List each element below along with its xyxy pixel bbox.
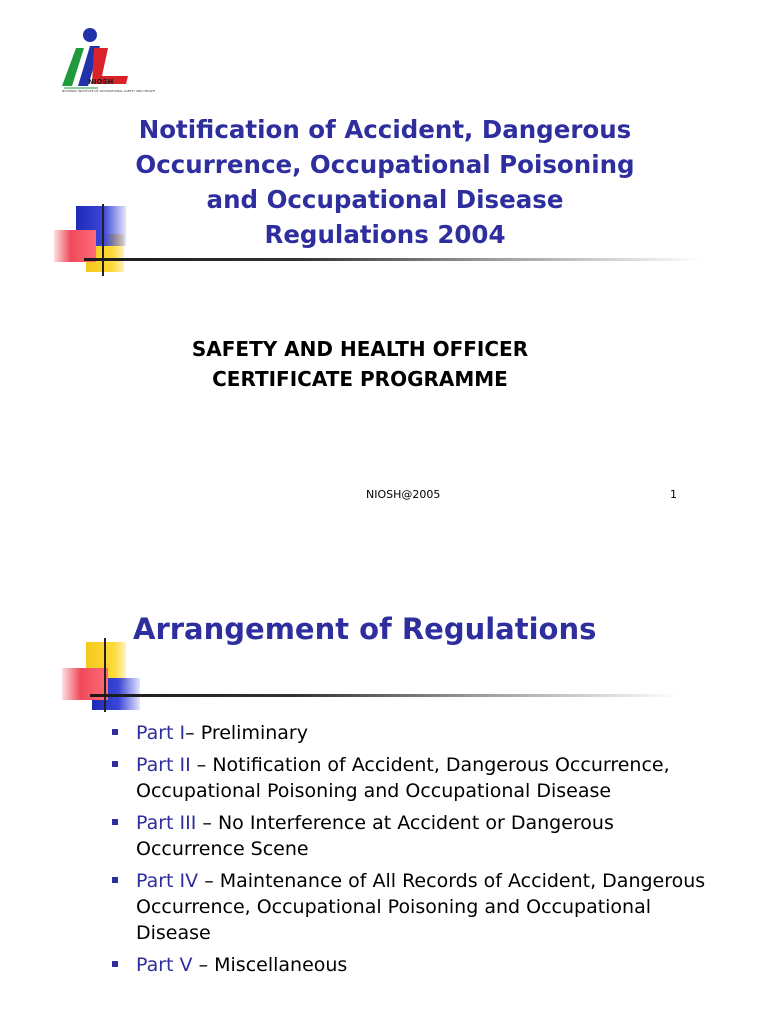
slide-title: Arrangement of Regulations	[133, 612, 597, 646]
list-item	[112, 720, 712, 746]
part-label: Part V	[136, 954, 193, 976]
vertical-rule	[104, 638, 106, 712]
part-description: – Miscellaneous	[192, 954, 348, 976]
bullet-square-icon	[112, 819, 118, 825]
part-label: Part I	[136, 722, 186, 744]
title-line: Occurrence, Occupational Poisoning	[135, 150, 635, 179]
part-label: Part II	[136, 754, 191, 776]
part-label: Part III	[136, 812, 197, 834]
logo-wordmark: NIOSH	[88, 78, 114, 86]
page-number: 1	[670, 488, 677, 501]
title-underline	[90, 694, 680, 697]
subtitle-line: CERTIFICATE PROGRAMME	[212, 367, 508, 391]
programme-subtitle	[110, 334, 610, 394]
subtitle-line: SAFETY AND HEALTH OFFICER	[191, 337, 529, 361]
vertical-rule	[102, 204, 104, 276]
list-item	[112, 810, 712, 862]
niosh-logo	[58, 26, 156, 96]
footer-copyright: NIOSH@2005	[366, 488, 441, 501]
title-line: Notification of Accident, Dangerous	[138, 115, 632, 144]
bullet-square-icon	[112, 761, 118, 767]
title-line: Regulations 2004	[264, 220, 506, 249]
bullet-square-icon	[112, 729, 118, 735]
title-underline	[84, 258, 704, 261]
part-description: – Maintenance of All Records of Accident, Dangerous Occurrence, Occupational Poisoning and Occupational Disease	[136, 870, 706, 944]
list-item	[112, 952, 712, 978]
part-description: – No Interference at Accident or Dangerous Occurrence Scene	[136, 812, 614, 860]
title-line: and Occupational Disease	[206, 185, 564, 214]
decorative-squares	[62, 638, 146, 714]
part-label: Part IV	[136, 870, 199, 892]
list-item	[112, 752, 712, 804]
regulation-parts-list	[112, 720, 712, 984]
list-item	[112, 868, 712, 946]
logo-tagline: NATIONAL INSTITUTE OF OCCUPATIONAL SAFETY AND HEALTH	[62, 89, 156, 93]
decorative-squares	[54, 204, 134, 276]
slide-title	[100, 112, 670, 252]
arrangement-slide	[0, 560, 768, 1024]
part-description: – Preliminary	[185, 722, 308, 744]
bullet-square-icon	[112, 961, 118, 967]
part-description: – Notification of Accident, Dangerous Occurrence, Occupational Poisoning and Occupational Disease	[136, 754, 670, 802]
bullet-square-icon	[112, 877, 118, 883]
